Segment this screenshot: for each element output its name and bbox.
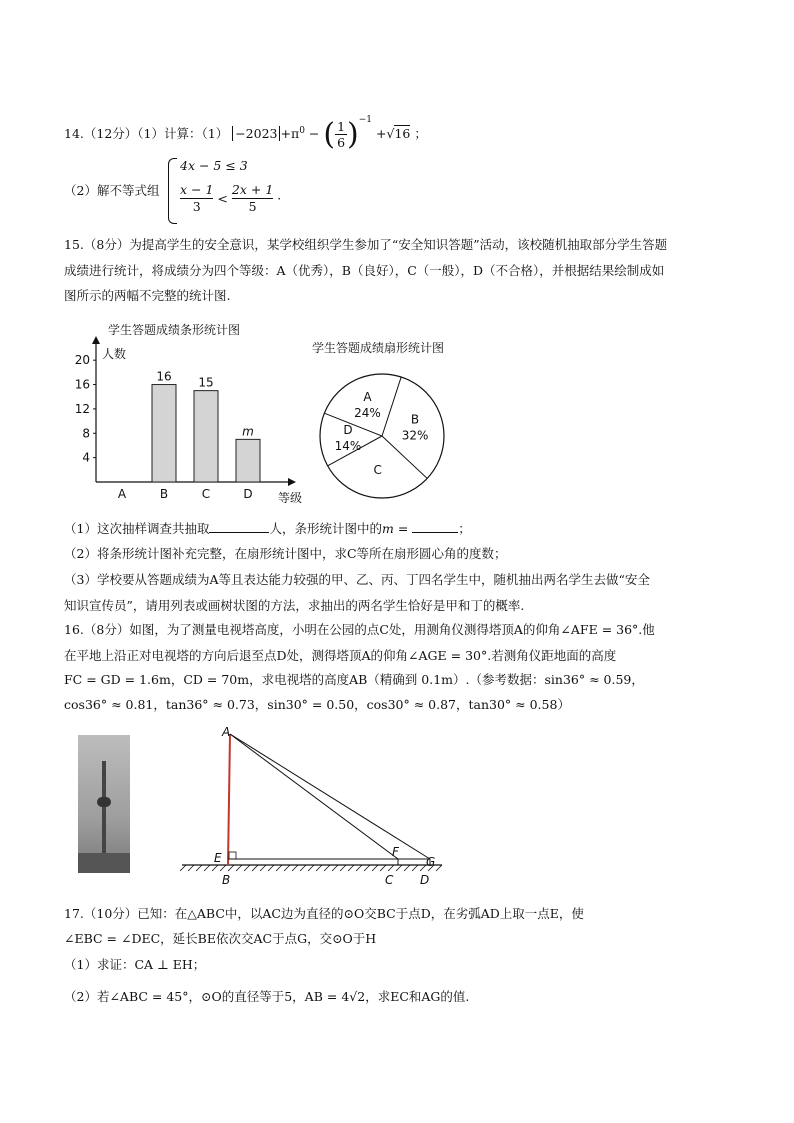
- q15-sub3a: （3）学校要从答题成绩为A等且表达能力较强的甲、乙、丙、丁四名学生中，随机抽出两名学生去做“安全: [64, 572, 650, 587]
- line-AF: [230, 734, 398, 859]
- bar-chart-title: 学生答题成绩条形统计图: [108, 323, 241, 337]
- bar-x-arrow: [288, 478, 296, 486]
- system-brace: [168, 158, 177, 224]
- ineq2-left-den: 3: [192, 199, 201, 214]
- label-E: E: [214, 851, 222, 865]
- tv-tower-photo: [78, 735, 130, 873]
- ineq2-dot: ·: [277, 191, 282, 206]
- q14-head: 14.（12分）（1）计算：（1）: [64, 126, 229, 141]
- label-A: A: [222, 725, 231, 739]
- sqrt-value: 16: [394, 126, 411, 141]
- bar-data-label: 15: [198, 375, 214, 390]
- bar-chart-ylabel: 人数: [102, 347, 127, 361]
- pie-chart-title: 学生答题成绩扇形统计图: [312, 341, 445, 355]
- pie-slice-label: B: [410, 412, 420, 427]
- ineq2-left: [180, 182, 213, 215]
- semicolon: ；: [414, 126, 427, 141]
- bar: [194, 391, 218, 482]
- ineq1: 4x − 5 ≤ 3: [180, 158, 248, 173]
- ineq2-lt: <: [217, 191, 228, 206]
- bar-data-label: 16: [156, 369, 172, 384]
- x-tick-label: C: [201, 487, 211, 501]
- bar-y-arrow: [92, 336, 100, 344]
- plus-sign: +: [376, 126, 387, 141]
- line-AG: [230, 734, 430, 859]
- pie-chart-body: [320, 374, 444, 498]
- y-tick-label: 8: [82, 426, 90, 441]
- q15-sub1-text-b: 人，条形统计图中的: [269, 521, 382, 536]
- pie-slice-label: D: [343, 423, 353, 438]
- pie-slice-label: A: [363, 390, 372, 405]
- answer-blank-total[interactable]: [209, 520, 269, 533]
- y-tick-label: 20: [74, 353, 90, 368]
- q15-sub1-eq: =: [393, 521, 413, 536]
- ineq2-right: [232, 182, 273, 215]
- frac-num: 1: [337, 119, 346, 134]
- q16-line1: 16.（8分）如图，为了测量电视塔高度，小明在公园的点C处，用测角仪测得塔顶A的仰角∠AFE = 36°.他: [64, 622, 655, 637]
- fraction-1-6: (: [323, 116, 336, 152]
- frac-den: 6: [337, 135, 346, 150]
- q17-line1: 17.（10分）已知：在△ABC中，以AC边为直径的⊙O交BC于点D，在劣弧AD上取一点E，使: [64, 906, 584, 921]
- q16-line3: FC = GD = 1.6m，CD = 70m，求电视塔的高度AB（精确到 0.1m）.（参考数据：sin36° ≈ 0.59，: [64, 672, 644, 687]
- label-C: C: [385, 873, 394, 887]
- y-tick-label: 4: [82, 450, 90, 465]
- sqrt-symbol: √: [386, 126, 395, 141]
- pi-exponent: 0: [299, 125, 305, 136]
- q15-sub1-m: m: [381, 521, 394, 536]
- pie-slice-label: C: [373, 462, 382, 477]
- bar: [152, 385, 176, 482]
- tower-line-AB: [228, 734, 230, 865]
- label-B: B: [222, 873, 231, 887]
- answer-blank-m[interactable]: [412, 520, 458, 533]
- label-F: F: [392, 845, 399, 859]
- tower-geometry-figure: [180, 722, 450, 890]
- pie-slice-percent: 14%: [334, 439, 362, 454]
- label-D: D: [420, 873, 430, 887]
- bar-chart-xlabel: 等级: [278, 491, 303, 505]
- q15-line2: 成绩进行统计，将成绩分为四个等级：A（优秀），B（良好），C（一般），D（不合格），并根据结果绘制成如: [64, 263, 665, 278]
- q14-part2-label: （2）解不等式组: [64, 183, 160, 198]
- frac-exponent: −1: [358, 115, 373, 125]
- y-tick-label: 12: [74, 401, 90, 416]
- q15-line3: 图所示的两幅不完整的统计图.: [64, 288, 231, 303]
- abs-value: −2023: [232, 126, 280, 141]
- q16-line2: 在平地上沿正对电视塔的方向后退至点D处，测得塔顶A的仰角∠AGE = 30°.若测角仪距地面的高度: [64, 648, 617, 663]
- pie-chart: [310, 338, 460, 502]
- fraction-paren-close: ): [347, 116, 359, 152]
- x-tick-label: A: [117, 487, 127, 501]
- pie-slice-percent: 32%: [401, 428, 429, 443]
- inequality-system: [168, 158, 282, 224]
- q17-sub1: （1）求证：CA ⊥ EH；: [64, 957, 206, 972]
- q15-sub2: （2）将条形统计图补充完整，在扇形统计图中，求C等所在扇形圆心角的度数；: [64, 546, 507, 561]
- bar-data-label: m: [242, 424, 254, 439]
- bar: [236, 439, 260, 482]
- tower-base: [78, 853, 130, 873]
- fraction-1-6-body: [335, 119, 347, 150]
- tower-pod: [97, 797, 111, 807]
- q15-sub1-end: ；: [458, 521, 471, 536]
- q15-sub3b: 知识宣传员”，请用列表或画树状图的方法，求抽出的两名学生恰好是甲和丁的概率.: [64, 598, 525, 613]
- label-G: G: [426, 855, 436, 869]
- q14-part2: [64, 182, 159, 200]
- ineq2-right-den: 5: [248, 199, 257, 214]
- q17-sub2: （2）若∠ABC = 45°，⊙O的直径等于5，AB = 4√2，求EC和AG的值.: [64, 989, 470, 1004]
- y-tick-label: 16: [74, 377, 90, 392]
- right-angle-mark: [229, 852, 236, 859]
- plus-pi: +π: [280, 126, 300, 141]
- q15-sub1-text-a: （1）这次抽样调查共抽取: [64, 521, 210, 536]
- q14-line1: [64, 111, 427, 150]
- ineq2-left-num: x − 1: [180, 182, 214, 197]
- x-tick-label: D: [243, 487, 253, 501]
- ground-hatching: [180, 865, 442, 871]
- q15-sub1: [64, 520, 471, 538]
- minus-sign: −: [308, 126, 320, 141]
- bar-chart: [66, 318, 316, 508]
- q17-line2: ∠EBC = ∠DEC，延长BE依次交AC于点G，交⊙O于H: [64, 931, 377, 946]
- pie-slice-percent: 24%: [354, 406, 381, 421]
- x-tick-label: B: [159, 487, 169, 501]
- ineq2: [180, 182, 281, 215]
- tower-shaft: [102, 761, 106, 855]
- q15-line1: 15.（8分）为提高学生的安全意识，某学校组织学生参加了“安全知识答题”活动，该校随机抽取部分学生答题: [64, 237, 668, 252]
- q16-line4: cos36° ≈ 0.81，tan36° ≈ 0.73，sin30° = 0.50，cos30° ≈ 0.87，tan30° ≈ 0.58）: [64, 697, 570, 712]
- ineq2-right-num: 2x + 1: [231, 182, 274, 197]
